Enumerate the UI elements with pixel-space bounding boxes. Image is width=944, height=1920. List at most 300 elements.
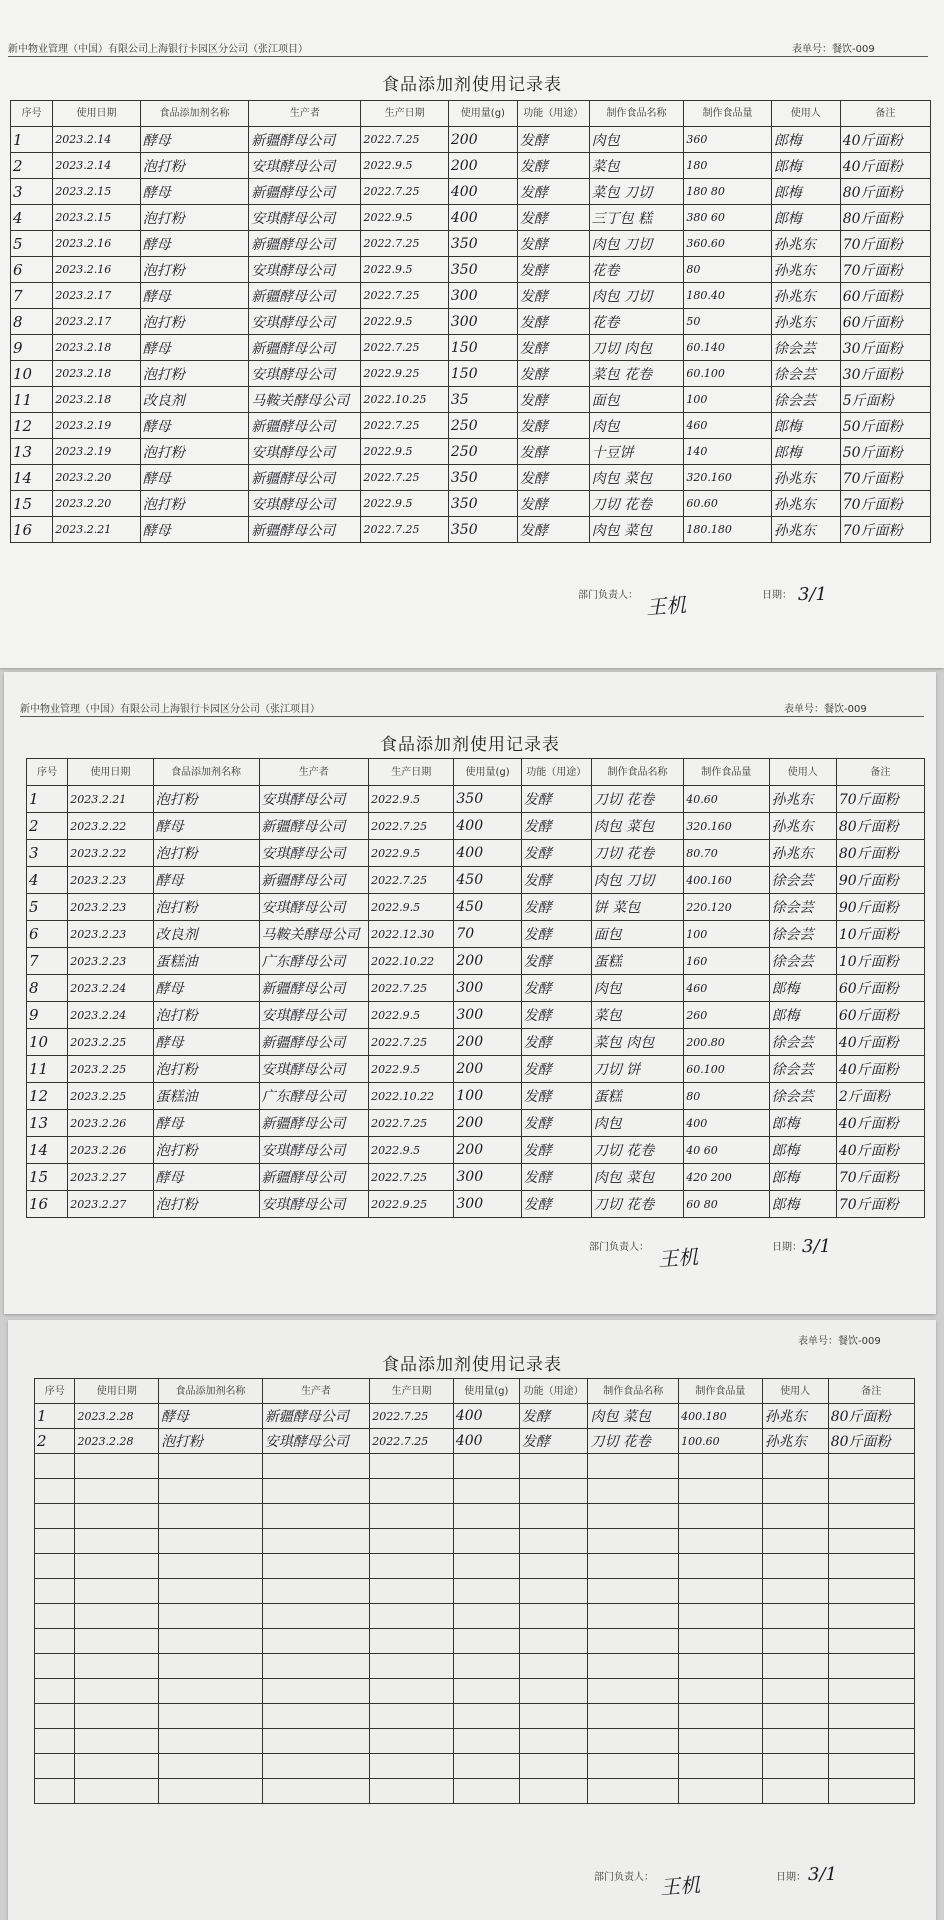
- date-value: 3/1: [808, 1864, 837, 1885]
- cell-food-name: 刀切 花卷: [589, 491, 684, 517]
- cell-seq: [35, 1479, 75, 1504]
- cell-food-quantity: 400.160: [684, 867, 769, 894]
- cell-producer: 新疆酵母公司: [249, 413, 361, 439]
- dept-head-label: 部门负责人：: [578, 590, 638, 601]
- table-row: [11, 231, 931, 257]
- cell-production-date: [370, 1529, 454, 1554]
- cell-user: 徐会芸: [769, 1083, 836, 1110]
- cell-food-quantity: [679, 1704, 763, 1729]
- cell-remark: [828, 1729, 914, 1754]
- cell-use-date: [75, 1554, 159, 1579]
- cell-amount: 350: [454, 786, 521, 813]
- cell-food-quantity: 320.160: [684, 813, 769, 840]
- cell-user: 郎梅: [769, 1137, 836, 1164]
- cell-seq: 7: [27, 948, 68, 975]
- additive-log-table: [34, 1378, 915, 1804]
- cell-food-name: 菜包 花卷: [589, 361, 684, 387]
- cell-additive-name: [159, 1529, 263, 1554]
- table-row: [35, 1604, 915, 1629]
- cell-producer: [262, 1779, 369, 1804]
- cell-food-name: 刀切 花卷: [591, 1191, 683, 1218]
- cell-food-quantity: [679, 1629, 763, 1654]
- cell-function: [519, 1654, 588, 1679]
- cell-remark: 50斤面粉: [840, 413, 930, 439]
- cell-amount: [453, 1454, 519, 1479]
- cell-remark: 60斤面粉: [840, 283, 930, 309]
- column-header-additive-name: 食品添加剂名称: [159, 1379, 263, 1404]
- cell-seq: 1: [27, 786, 68, 813]
- cell-food-name: 蛋糕: [591, 1083, 683, 1110]
- cell-production-date: 2022.9.5: [361, 491, 448, 517]
- table-row: [27, 1164, 925, 1191]
- cell-additive-name: 酵母: [140, 179, 249, 205]
- cell-food-name: 蛋糕: [591, 948, 683, 975]
- table-row: [11, 335, 931, 361]
- cell-food-name: 刀切 饼: [591, 1056, 683, 1083]
- cell-production-date: [370, 1579, 454, 1604]
- cell-seq: 5: [27, 894, 68, 921]
- cell-additive-name: 酵母: [153, 867, 259, 894]
- dept-head-signature: 王机: [645, 592, 687, 620]
- cell-additive-name: [159, 1704, 263, 1729]
- cell-production-date: 2022.7.25: [361, 517, 448, 543]
- cell-production-date: 2022.9.5: [369, 840, 454, 867]
- column-header-food-name: 制作食品名称: [591, 759, 683, 786]
- cell-function: 发酵: [521, 813, 591, 840]
- column-header-production-date: 生产日期: [369, 759, 454, 786]
- cell-function: 发酵: [521, 840, 591, 867]
- cell-use-date: 2023.2.27: [68, 1191, 153, 1218]
- cell-food-quantity: 200.80: [684, 1029, 769, 1056]
- cell-food-name: 肉包: [591, 975, 683, 1002]
- cell-function: 发酵: [521, 1191, 591, 1218]
- column-header-amount: 使用量(g): [448, 101, 517, 127]
- cell-remark: [828, 1704, 914, 1729]
- cell-amount: 200: [454, 1137, 521, 1164]
- cell-additive-name: 酵母: [153, 1029, 259, 1056]
- cell-food-name: 饼 菜包: [591, 894, 683, 921]
- cell-producer: 安琪酵母公司: [259, 1002, 369, 1029]
- cell-use-date: 2023.2.16: [53, 231, 140, 257]
- cell-production-date: 2022.7.25: [361, 231, 448, 257]
- cell-additive-name: 泡打粉: [159, 1429, 263, 1454]
- cell-food-quantity: 320.160: [684, 465, 771, 491]
- cell-remark: [828, 1779, 914, 1804]
- cell-producer: 新疆酵母公司: [259, 975, 369, 1002]
- cell-seq: 11: [27, 1056, 68, 1083]
- cell-remark: [828, 1504, 914, 1529]
- cell-food-quantity: [679, 1679, 763, 1704]
- table-row: [35, 1779, 915, 1804]
- cell-seq: 13: [11, 439, 53, 465]
- cell-producer: 广东酵母公司: [259, 948, 369, 975]
- cell-seq: 6: [27, 921, 68, 948]
- table-row: [27, 1191, 925, 1218]
- cell-food-name: 花卷: [589, 309, 684, 335]
- cell-food-quantity: 140: [684, 439, 771, 465]
- cell-remark: 10斤面粉: [836, 921, 924, 948]
- cell-producer: 新疆酵母公司: [249, 335, 361, 361]
- cell-additive-name: [159, 1629, 263, 1654]
- cell-food-name: 花卷: [589, 257, 684, 283]
- cell-food-quantity: 60 80: [684, 1191, 769, 1218]
- cell-user: 郎梅: [769, 1164, 836, 1191]
- cell-production-date: [370, 1779, 454, 1804]
- cell-additive-name: 酵母: [140, 413, 249, 439]
- cell-amount: 200: [448, 127, 517, 153]
- cell-amount: 300: [448, 309, 517, 335]
- cell-function: 发酵: [517, 439, 589, 465]
- cell-use-date: 2023.2.25: [68, 1083, 153, 1110]
- cell-remark: 50斤面粉: [840, 439, 930, 465]
- cell-amount: [453, 1554, 519, 1579]
- cell-seq: [35, 1704, 75, 1729]
- cell-producer: 新疆酵母公司: [249, 283, 361, 309]
- cell-food-name: 肉包 菜包: [588, 1404, 679, 1429]
- cell-user: [762, 1679, 828, 1704]
- cell-user: 徐会芸: [769, 867, 836, 894]
- table-row: [27, 786, 925, 813]
- cell-production-date: 2022.7.25: [370, 1429, 454, 1454]
- cell-user: 徐会芸: [771, 387, 840, 413]
- cell-production-date: [370, 1704, 454, 1729]
- cell-food-name: [588, 1729, 679, 1754]
- table-row: [11, 465, 931, 491]
- table-row: [11, 179, 931, 205]
- column-header-producer: 生产者: [249, 101, 361, 127]
- cell-seq: 15: [11, 491, 53, 517]
- cell-production-date: [370, 1629, 454, 1654]
- cell-amount: 400: [448, 179, 517, 205]
- cell-food-quantity: 180: [684, 153, 771, 179]
- cell-producer: [262, 1529, 369, 1554]
- cell-function: 发酵: [517, 309, 589, 335]
- cell-seq: [35, 1654, 75, 1679]
- cell-use-date: [75, 1529, 159, 1554]
- cell-remark: 5斤面粉: [840, 387, 930, 413]
- date-value: 3/1: [802, 1236, 831, 1257]
- table-row: [35, 1679, 915, 1704]
- cell-additive-name: [159, 1729, 263, 1754]
- table-row: [11, 517, 931, 543]
- cell-additive-name: 酵母: [140, 231, 249, 257]
- cell-production-date: 2022.9.5: [361, 205, 448, 231]
- cell-user: 孙兆东: [771, 231, 840, 257]
- form-number: 表单号：餐饮-009: [784, 704, 867, 715]
- cell-production-date: 2022.7.25: [370, 1404, 454, 1429]
- cell-additive-name: 蛋糕油: [153, 1083, 259, 1110]
- cell-food-quantity: 180 80: [684, 179, 771, 205]
- column-header-use-date: 使用日期: [53, 101, 140, 127]
- cell-seq: 3: [27, 840, 68, 867]
- cell-additive-name: [159, 1479, 263, 1504]
- cell-remark: 40斤面粉: [840, 153, 930, 179]
- cell-remark: 80斤面粉: [840, 179, 930, 205]
- cell-producer: 安琪酵母公司: [259, 1137, 369, 1164]
- cell-additive-name: 泡打粉: [140, 439, 249, 465]
- cell-amount: 100: [454, 1083, 521, 1110]
- record-sheet-3: [8, 1320, 936, 1920]
- cell-use-date: 2023.2.24: [68, 975, 153, 1002]
- dept-head-label: 部门负责人：: [594, 1872, 654, 1883]
- cell-function: 发酵: [517, 153, 589, 179]
- cell-food-name: 肉包 菜包: [591, 1164, 683, 1191]
- cell-use-date: [75, 1679, 159, 1704]
- cell-use-date: 2023.2.14: [53, 127, 140, 153]
- cell-use-date: 2023.2.18: [53, 361, 140, 387]
- cell-use-date: 2023.2.16: [53, 257, 140, 283]
- cell-producer: 新疆酵母公司: [249, 179, 361, 205]
- cell-additive-name: 酵母: [153, 813, 259, 840]
- cell-seq: [35, 1629, 75, 1654]
- cell-additive-name: [159, 1654, 263, 1679]
- column-header-producer: 生产者: [262, 1379, 369, 1404]
- cell-food-quantity: 40 60: [684, 1137, 769, 1164]
- cell-use-date: [75, 1654, 159, 1679]
- date-label: 日期：: [776, 1872, 806, 1883]
- cell-additive-name: [159, 1579, 263, 1604]
- cell-production-date: 2022.9.5: [361, 309, 448, 335]
- cell-remark: 60斤面粉: [840, 309, 930, 335]
- cell-remark: [828, 1529, 914, 1554]
- dept-head-signature: 王机: [659, 1872, 701, 1900]
- cell-use-date: 2023.2.19: [53, 413, 140, 439]
- cell-function: 发酵: [517, 413, 589, 439]
- cell-food-quantity: [679, 1604, 763, 1629]
- cell-producer: [262, 1504, 369, 1529]
- cell-additive-name: [159, 1454, 263, 1479]
- cell-production-date: 2022.9.5: [361, 439, 448, 465]
- cell-amount: 200: [454, 948, 521, 975]
- cell-production-date: 2022.7.25: [361, 465, 448, 491]
- cell-seq: 16: [27, 1191, 68, 1218]
- table-row: [35, 1454, 915, 1479]
- cell-amount: [453, 1604, 519, 1629]
- cell-production-date: 2022.10.22: [369, 948, 454, 975]
- column-header-food-name: 制作食品名称: [589, 101, 684, 127]
- table-row: [27, 894, 925, 921]
- column-header-production-date: 生产日期: [370, 1379, 454, 1404]
- cell-production-date: [370, 1479, 454, 1504]
- cell-additive-name: 酵母: [140, 127, 249, 153]
- table-row: [11, 283, 931, 309]
- cell-function: 发酵: [517, 127, 589, 153]
- table-row: [35, 1754, 915, 1779]
- table-row: [35, 1504, 915, 1529]
- cell-additive-name: 泡打粉: [140, 491, 249, 517]
- cell-use-date: 2023.2.21: [53, 517, 140, 543]
- cell-use-date: 2023.2.23: [68, 894, 153, 921]
- cell-food-quantity: 180.40: [684, 283, 771, 309]
- table-row: [35, 1479, 915, 1504]
- cell-use-date: 2023.2.18: [53, 387, 140, 413]
- cell-remark: 60斤面粉: [836, 1002, 924, 1029]
- cell-production-date: 2022.10.22: [369, 1083, 454, 1110]
- cell-seq: 12: [27, 1083, 68, 1110]
- cell-function: [519, 1529, 588, 1554]
- cell-seq: [35, 1529, 75, 1554]
- cell-seq: 4: [27, 867, 68, 894]
- cell-amount: 350: [448, 517, 517, 543]
- cell-food-quantity: 60.100: [684, 361, 771, 387]
- cell-seq: [35, 1454, 75, 1479]
- cell-seq: [35, 1504, 75, 1529]
- cell-additive-name: 泡打粉: [153, 1191, 259, 1218]
- cell-food-quantity: 60.100: [684, 1056, 769, 1083]
- cell-food-name: 十豆饼: [589, 439, 684, 465]
- cell-user: 郎梅: [771, 205, 840, 231]
- cell-food-quantity: 80: [684, 1083, 769, 1110]
- cell-additive-name: 改良剂: [140, 387, 249, 413]
- cell-food-quantity: 260: [684, 1002, 769, 1029]
- cell-food-name: 肉包 刀切: [589, 231, 684, 257]
- cell-remark: [828, 1654, 914, 1679]
- cell-user: 徐会芸: [769, 948, 836, 975]
- cell-function: 发酵: [517, 205, 589, 231]
- cell-producer: 新疆酵母公司: [259, 813, 369, 840]
- cell-producer: 安琪酵母公司: [249, 491, 361, 517]
- cell-food-quantity: 100.60: [679, 1429, 763, 1454]
- cell-seq: 15: [27, 1164, 68, 1191]
- cell-producer: [262, 1554, 369, 1579]
- table-row: [11, 387, 931, 413]
- cell-producer: 安琪酵母公司: [262, 1429, 369, 1454]
- cell-additive-name: 酵母: [153, 975, 259, 1002]
- cell-producer: 广东酵母公司: [259, 1083, 369, 1110]
- cell-producer: [262, 1454, 369, 1479]
- form-number: 表单号：餐饮-009: [792, 44, 875, 55]
- cell-user: 郎梅: [771, 439, 840, 465]
- sheet-title: 食品添加剂使用记录表: [380, 735, 560, 755]
- cell-function: 发酵: [517, 491, 589, 517]
- cell-user: 徐会芸: [771, 335, 840, 361]
- cell-production-date: 2022.12.30: [369, 921, 454, 948]
- cell-use-date: [75, 1604, 159, 1629]
- cell-user: 徐会芸: [769, 1029, 836, 1056]
- cell-function: 发酵: [517, 361, 589, 387]
- cell-additive-name: 泡打粉: [153, 1002, 259, 1029]
- cell-function: [519, 1604, 588, 1629]
- cell-use-date: 2023.2.19: [53, 439, 140, 465]
- cell-food-name: 肉包: [591, 1110, 683, 1137]
- cell-function: 发酵: [521, 948, 591, 975]
- cell-use-date: [75, 1479, 159, 1504]
- cell-producer: 安琪酵母公司: [249, 439, 361, 465]
- column-header-food-quantity: 制作食品量: [684, 101, 771, 127]
- cell-amount: [453, 1579, 519, 1604]
- cell-additive-name: [159, 1504, 263, 1529]
- cell-food-quantity: 60.60: [684, 491, 771, 517]
- cell-amount: [453, 1654, 519, 1679]
- cell-producer: [262, 1629, 369, 1654]
- cell-seq: 1: [35, 1404, 75, 1429]
- cell-seq: 8: [27, 975, 68, 1002]
- cell-food-name: [588, 1654, 679, 1679]
- cell-seq: 3: [11, 179, 53, 205]
- cell-production-date: 2022.7.25: [369, 867, 454, 894]
- cell-use-date: [75, 1504, 159, 1529]
- cell-function: 发酵: [521, 1110, 591, 1137]
- cell-producer: [262, 1729, 369, 1754]
- cell-additive-name: [159, 1754, 263, 1779]
- cell-food-name: [588, 1779, 679, 1804]
- cell-use-date: 2023.2.26: [68, 1137, 153, 1164]
- cell-production-date: [370, 1729, 454, 1754]
- cell-use-date: 2023.2.27: [68, 1164, 153, 1191]
- cell-additive-name: 酵母: [140, 335, 249, 361]
- cell-amount: [453, 1679, 519, 1704]
- cell-food-quantity: [679, 1754, 763, 1779]
- header-rule: [20, 716, 924, 717]
- cell-producer: [262, 1704, 369, 1729]
- cell-production-date: [370, 1654, 454, 1679]
- cell-use-date: 2023.2.20: [53, 465, 140, 491]
- cell-remark: 80斤面粉: [828, 1404, 914, 1429]
- cell-use-date: 2023.2.22: [68, 840, 153, 867]
- cell-use-date: [75, 1454, 159, 1479]
- cell-function: [519, 1579, 588, 1604]
- cell-remark: 70斤面粉: [840, 231, 930, 257]
- cell-amount: 450: [454, 894, 521, 921]
- cell-seq: 14: [27, 1137, 68, 1164]
- cell-food-quantity: 160: [684, 948, 769, 975]
- cell-producer: 安琪酵母公司: [249, 361, 361, 387]
- column-header-production-date: 生产日期: [361, 101, 448, 127]
- cell-use-date: 2023.2.24: [68, 1002, 153, 1029]
- column-header-additive-name: 食品添加剂名称: [153, 759, 259, 786]
- cell-use-date: [75, 1629, 159, 1654]
- cell-remark: 40斤面粉: [836, 1137, 924, 1164]
- table-row: [35, 1554, 915, 1579]
- cell-producer: 安琪酵母公司: [259, 840, 369, 867]
- cell-function: 发酵: [517, 257, 589, 283]
- cell-function: 发酵: [521, 894, 591, 921]
- cell-seq: 4: [11, 205, 53, 231]
- cell-function: [519, 1454, 588, 1479]
- cell-food-name: 肉包 刀切: [589, 283, 684, 309]
- cell-remark: 40斤面粉: [836, 1110, 924, 1137]
- column-header-food-quantity: 制作食品量: [679, 1379, 763, 1404]
- cell-additive-name: 酵母: [140, 465, 249, 491]
- cell-additive-name: [159, 1679, 263, 1704]
- cell-seq: 1: [11, 127, 53, 153]
- cell-additive-name: 泡打粉: [153, 894, 259, 921]
- additive-log-table: [26, 758, 925, 1218]
- cell-additive-name: 泡打粉: [140, 153, 249, 179]
- cell-producer: 安琪酵母公司: [249, 257, 361, 283]
- cell-use-date: [75, 1754, 159, 1779]
- cell-additive-name: 酵母: [153, 1164, 259, 1191]
- cell-seq: 14: [11, 465, 53, 491]
- table-row: [27, 1002, 925, 1029]
- cell-additive-name: 酵母: [140, 517, 249, 543]
- column-header-food-quantity: 制作食品量: [684, 759, 769, 786]
- cell-function: 发酵: [521, 867, 591, 894]
- header-rule: [8, 56, 928, 57]
- cell-food-quantity: [679, 1529, 763, 1554]
- cell-production-date: 2022.7.25: [369, 1029, 454, 1056]
- cell-amount: 200: [454, 1029, 521, 1056]
- cell-additive-name: 蛋糕油: [153, 948, 259, 975]
- column-header-remark: 备注: [836, 759, 924, 786]
- cell-remark: [828, 1679, 914, 1704]
- cell-amount: 350: [448, 231, 517, 257]
- cell-remark: 40斤面粉: [836, 1029, 924, 1056]
- cell-producer: 安琪酵母公司: [249, 309, 361, 335]
- cell-function: 发酵: [517, 283, 589, 309]
- cell-food-quantity: 400.180: [679, 1404, 763, 1429]
- cell-food-name: 刀切 肉包: [589, 335, 684, 361]
